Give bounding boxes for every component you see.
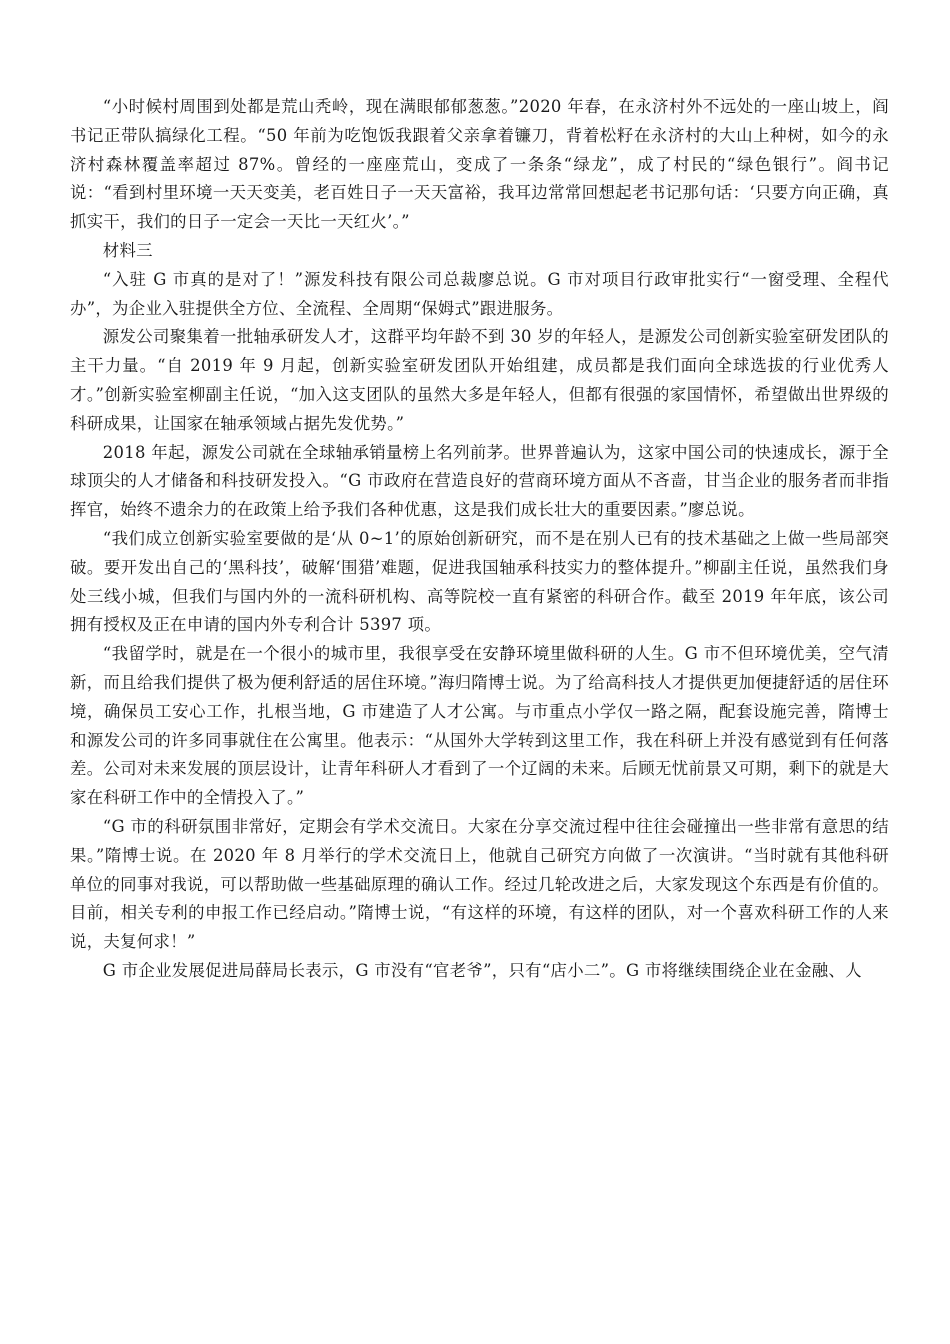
paragraph-research-team: 源发公司聚集着一批轴承研发人才，这群平均年龄不到 30 岁的年轻人，是源发公司创新实验室研发团队的主干力量。“自 2019 年 9 月起，创新实验室研发团队开始组建，成员都是我们面向全球选拔的行业优秀人才。”创新实验室柳副主任说，“加入这支团队的虽然大多是年轻人，但都有很强的家国情怀，希望做出世界级的科研成果，让国家在轴承领域占据先发优势。” <box>70 327 889 433</box>
paragraph-original-innovation: “我们成立创新实验室要做的是‘从 0~1’的原始创新研究，而不是在别人已有的技术基础之上做一些局部突破。要开发出自己的‘黑科技’，破解‘围猎’难题，促进我国轴承科技实力的整体提升。”柳副主任说，虽然我们身处三线小城，但我们与国内外的一流科研机构、高等院校一直有紧密的科研合作。截至 2019 年年底，该公司拥有授权及正在申请的国内外专利合计 5397 项。 <box>70 528 889 635</box>
paragraph-living-environment: “我留学时，就是在一个很小的城市里，我很享受在安静环境里做科研的人生。G 市不但环境优美，空气清新，而且给我们提供了极为便利舒适的居住环境。”海归隋博士说。为了给高科技人才提供更加便捷舒适的居住环境，确保员工安心工作，扎根当地，G 市建造了人才公寓。与市重点小学仅一路之隔，配套设施完善，隋博士和源发公司的许多同事就住在公寓里。他表示：“从国外大学转到这里工作，我在科研上并没有感觉到有任何落差。公司对未来发展的顶层设计，让青年科研人才看到了一个辽阔的未来。后顾无忧前景又可期，剩下的就是大家在科研工作中的全情投入了。” <box>70 644 889 808</box>
paragraph-global-ranking: 2018 年起，源发公司就在全球轴承销量榜上名列前茅。世界普遍认为，这家中国公司的快速成长，源于全球顶尖的人才储备和科技研发投入。“G 市政府在营造良好的营商环境方面从不吝啬，甘当企业的服务者而非指挥官，始终不遗余力的在政策上给予我们各种优惠，这是我们成长壮大的重要因素。”廖总说。 <box>70 442 889 520</box>
section-heading-material-three: 材料三 <box>102 240 153 260</box>
paragraph-enterprise-bureau: G 市企业发展促进局薛局长表示，G 市没有“官老爷”，只有“店小二”。G 市将继续围绕企业在金融、人 <box>102 960 862 980</box>
paragraph-village-greening: “小时候村周围到处都是荒山秃岭，现在满眼郁郁葱葱。”2020 年春，在永济村外不远处的一座山坡上，阎书记正带队搞绿化工程。“50 年前为吃饱饭我跟着父亲拿着镰刀，背着松籽在永济村的大山上种树，如今的永济村森林覆盖率超过 87%。曾经的一座座荒山，变成了一条条“绿龙”，成了村民的“绿色银行”。阎书记说：“看到村里环境一天天变美，老百姓日子一天天富裕，我耳边常常回想起老书记那句话：‘只要方向正确，真抓实干，我们的日子一定会一天比一天红火’。” <box>70 97 889 232</box>
paragraph-academic-exchange: “G 市的科研氛围非常好，定期会有学术交流日。大家在分享交流过程中往往会碰撞出一些非常有意思的结果。”隋博士说。在 2020 年 8 月举行的学术交流日上，他就自己研究方向做了一次演讲。“当时就有其他科研单位的同事对我说，可以帮助做一些基础原理的确认工作。经过几轮改进之后，大家发现这个东西是有价值的。目前，相关专利的申报工作已经启动。”隋博士说，“有这样的环境，有这样的团队，对一个喜欢科研工作的人来说，夫复何求！” <box>70 816 889 952</box>
paragraph-company-entry: “入驻 G 市真的是对了！”源发科技有限公司总裁廖总说。G 市对项目行政审批实行“一窗受理、全程代办”，为企业入驻提供全方位、全流程、全周期“保姆式”跟进服务。 <box>70 269 889 318</box>
article-body <box>70 93 889 986</box>
